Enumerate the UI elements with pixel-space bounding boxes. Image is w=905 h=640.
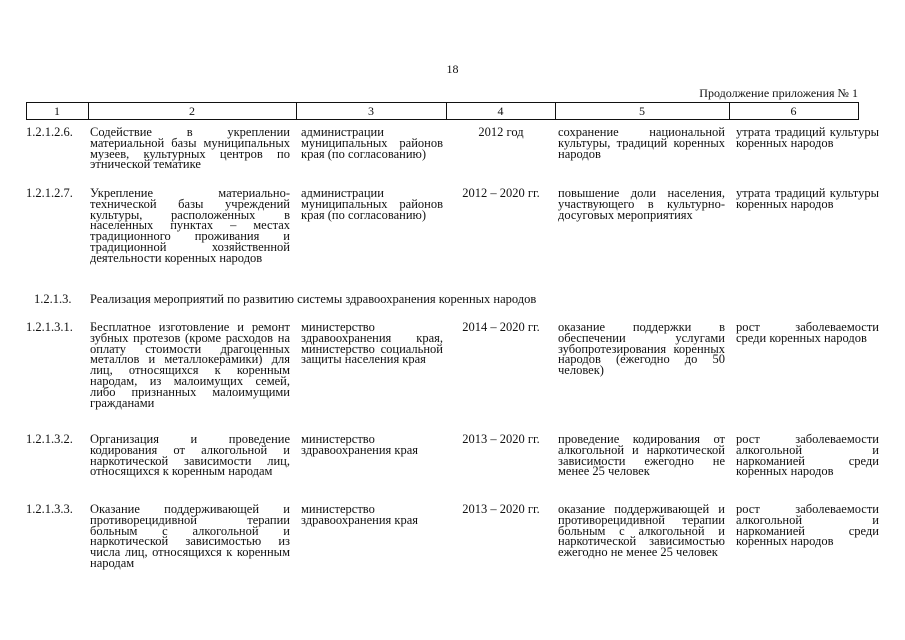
- row-consequence: рост заболеваемости алкогольной и наркоманией среди коренных народов: [736, 502, 879, 549]
- header-col-1: 1: [54, 104, 60, 118]
- row-number: 1.2.1.3.3.: [26, 502, 73, 516]
- row-result: оказание поддерживающей и противорецидивной терапии больным с алкогольной и наркотической зависимостью ежегодно не менее 25 человек: [558, 502, 725, 560]
- row-activity: Оказание поддерживающей и противорецидивной терапии больным с алкогольной и наркотической зависимостью из числа лиц, относящихся к коренным народам: [90, 502, 290, 570]
- header-col-5: 5: [639, 104, 645, 118]
- header-col-4: 4: [497, 104, 504, 118]
- row-executor: министерство здравоохранения края, министерство социальной защиты населения края: [301, 320, 443, 367]
- row-executor: министерство здравоохранения края: [301, 502, 419, 527]
- header-col-3: 3: [368, 104, 374, 118]
- section-number: 1.2.1.3.: [34, 292, 72, 306]
- row-result: оказание поддержки в обеспечении услугами зубопротезирования коренных народов (ежегодно до 50 человек): [558, 320, 725, 378]
- row-activity: Организация и проведение кодирования от алкогольной и наркотической зависимости лиц, относящихся к коренным народам: [90, 432, 290, 479]
- row-executor: администрации муниципальных районов края (по согласованию): [301, 125, 443, 161]
- row-executor: министерство здравоохранения края: [301, 432, 419, 457]
- row-number: 1.2.1.2.6.: [26, 125, 73, 139]
- row-period: 2012 – 2020 гг.: [462, 186, 540, 200]
- row-consequence: утрата традиций культуры коренных народов: [736, 186, 879, 211]
- row-period: 2013 – 2020 гг.: [462, 432, 540, 446]
- row-activity: Содействие в укреплении материальной базы муниципальных музеев, культурных центров по этнической тематике: [90, 125, 290, 172]
- row-result: повышение доли населения, участвующего в культурно-досуговых мероприятиях: [558, 186, 725, 222]
- row-number: 1.2.1.2.7.: [26, 186, 73, 200]
- header-bottom-rule: [26, 119, 859, 120]
- row-executor: администрации муниципальных районов края (по согласованию): [301, 186, 443, 222]
- row-period: 2014 – 2020 гг.: [462, 320, 540, 334]
- header-col-6: 6: [790, 104, 797, 118]
- row-activity: Укрепление материально-технической базы учреждений культуры, расположенных в населенных пунктах – местах традиционного проживания и традиционной хозяйственной деятельности коренных народов: [90, 186, 290, 265]
- row-consequence: рост заболеваемости среди коренных народов: [736, 320, 879, 345]
- header-divider: [858, 102, 859, 119]
- continuation-label: Продолжение приложения № 1: [699, 86, 858, 100]
- page-number: 18: [446, 62, 459, 76]
- row-consequence: рост заболеваемости алкогольной и наркоманией среди коренных народов: [736, 432, 879, 479]
- section-title: Реализация мероприятий по развитию системы здравоохранения коренных народов: [90, 292, 537, 306]
- row-result: проведение кодирования от алкогольной и наркотической зависимости ежегодно не менее 25 человек: [558, 432, 725, 479]
- row-activity: Бесплатное изготовление и ремонт зубных протезов (кроме расходов на оплату стоимости драгоценных металлов и металлокерамики) для лиц, относящихся к коренным народам, из малоимущих семей, либо признанных малоимущими гражданами: [90, 320, 290, 410]
- row-number: 1.2.1.3.2.: [26, 432, 73, 446]
- header-col-2: 2: [189, 104, 195, 118]
- row-result: сохранение национальной культуры, традиций коренных народов: [558, 125, 725, 161]
- row-number: 1.2.1.3.1.: [26, 320, 73, 334]
- row-period: 2013 – 2020 гг.: [462, 502, 540, 516]
- row-period: 2012 год: [478, 125, 524, 139]
- row-consequence: утрата традиций культуры коренных народов: [736, 125, 879, 150]
